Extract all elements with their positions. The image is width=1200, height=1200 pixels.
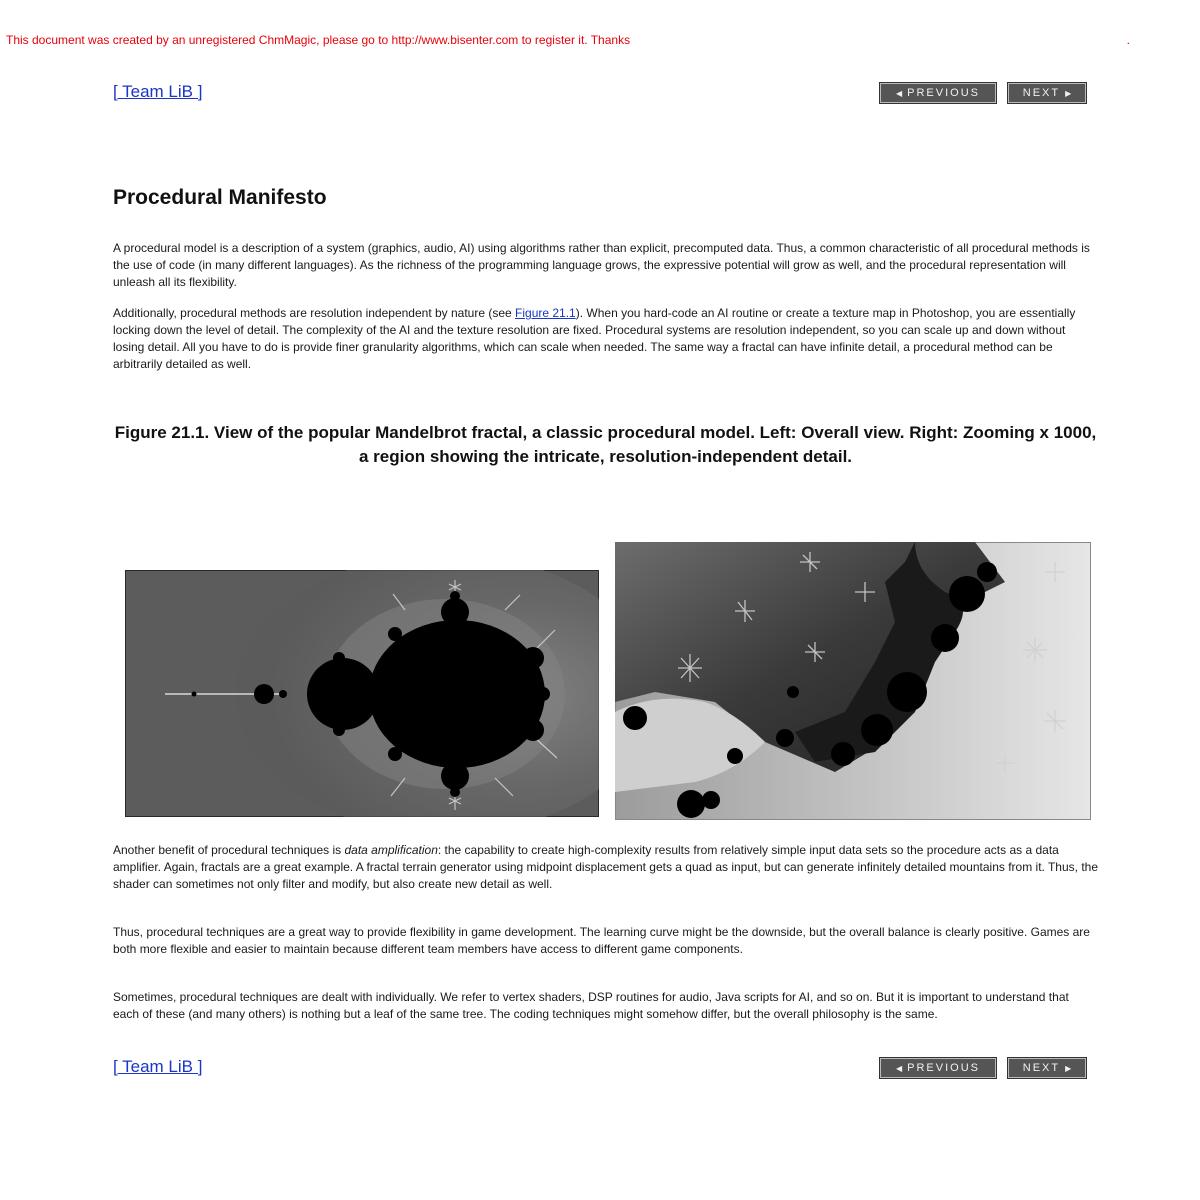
paragraph-3-end: : the capability to create high-complexity results from relatively simple input data sets so the procedure acts as a data amplifier. Again, fractals are a great example. A fractal terrain generator using midpoint displacement gets a quad as input, but can generate infinitely detailed mountains from it. Thus, the shader can sometimes not only filter and modify, but also create new detail as well. — [113, 843, 1099, 891]
banner-text: This document was created by an unregistered ChmMagic, please go to http://www.bisenter.com to register it. Thanks — [6, 33, 631, 47]
next-arrow-icon: ▶ — [1065, 88, 1072, 98]
bottom-nav — [113, 1057, 1089, 1079]
next-label: NEXT — [1022, 1062, 1061, 1074]
paragraph-3 — [113, 842, 1098, 893]
previous-arrow-icon: ◀ — [895, 1063, 903, 1073]
team-lib-link[interactable]: [ Team LiB ] — [113, 82, 203, 101]
paragraph-1: A procedural model is a description of a system (graphics, audio, AI) using algorithms rather than explicit, precomputed data. Thus, a common characteristic of all procedural methods is the use of code (in many different languages). As the richness of the programming language grows, the expressive potential will grow as well, and the procedural representation will unleash all its flexibility. — [113, 241, 1090, 289]
previous-button[interactable] — [879, 82, 997, 104]
top-nav — [113, 82, 1089, 104]
previous-button[interactable] — [879, 1057, 997, 1079]
paragraph-2 — [113, 305, 1098, 373]
previous-arrow-icon: ◀ — [895, 88, 903, 98]
next-arrow-icon: ▶ — [1065, 1063, 1072, 1073]
next-button[interactable] — [1007, 82, 1087, 104]
previous-label: PREVIOUS — [907, 1062, 980, 1074]
paragraph-3-start: Another benefit of procedural techniques is — [113, 843, 345, 857]
paragraph-5: Sometimes, procedural techniques are dealt with individually. We refer to vertex shaders, DSP routines for audio, Java scripts for AI, and so on. But it is important to understand that each of these (and many others) is nothing but a leaf of the same tree. The coding techniques might somehow differ, but the overall philosophy is the same. — [113, 990, 1069, 1021]
banner-dot: . — [1126, 33, 1130, 47]
data-amplification-term: data amplification — [344, 843, 438, 857]
figure-caption: Figure 21.1. View of the popular Mandelbrot fractal, a classic procedural model. Left: Overall view. Right: Zooming x 1000, a region showing the intricate, resolution-independent detail. — [114, 423, 1097, 466]
paragraph-2-start: Additionally, procedural methods are resolution independent by nature (see — [113, 306, 516, 320]
next-label: NEXT — [1022, 87, 1061, 99]
mandelbrot-zoom-image — [615, 542, 1091, 820]
mandelbrot-overall-image — [125, 570, 599, 817]
paragraph-4: Thus, procedural techniques are a great way to provide flexibility in game development. The learning curve might be the downside, but the overall balance is clearly positive. Games are both more flexible and easier to maintain because different team members have access to different game components. — [113, 925, 1090, 956]
unregistered-banner — [6, 33, 1194, 47]
paragraph-2-end: ). When you hard-code an AI routine or create a texture map in Photoshop, you are essentially locking down the level of detail. The complexity of the AI and the texture resolution are fixed. Procedural systems are resolution independent, so you can scale up and down without losing detail. All you have to do is provide finer granularity algorithms, which can scale when needed. The same way a fractal can have infinite detail, a procedural method can be arbitrarily detailed as well. — [113, 306, 1076, 371]
previous-label: PREVIOUS — [907, 87, 980, 99]
figure-21-1-link[interactable]: Figure 21.1 — [515, 306, 576, 320]
next-button[interactable] — [1007, 1057, 1087, 1079]
page-title: Procedural Manifesto — [113, 186, 327, 209]
team-lib-link[interactable]: [ Team LiB ] — [113, 1057, 203, 1076]
